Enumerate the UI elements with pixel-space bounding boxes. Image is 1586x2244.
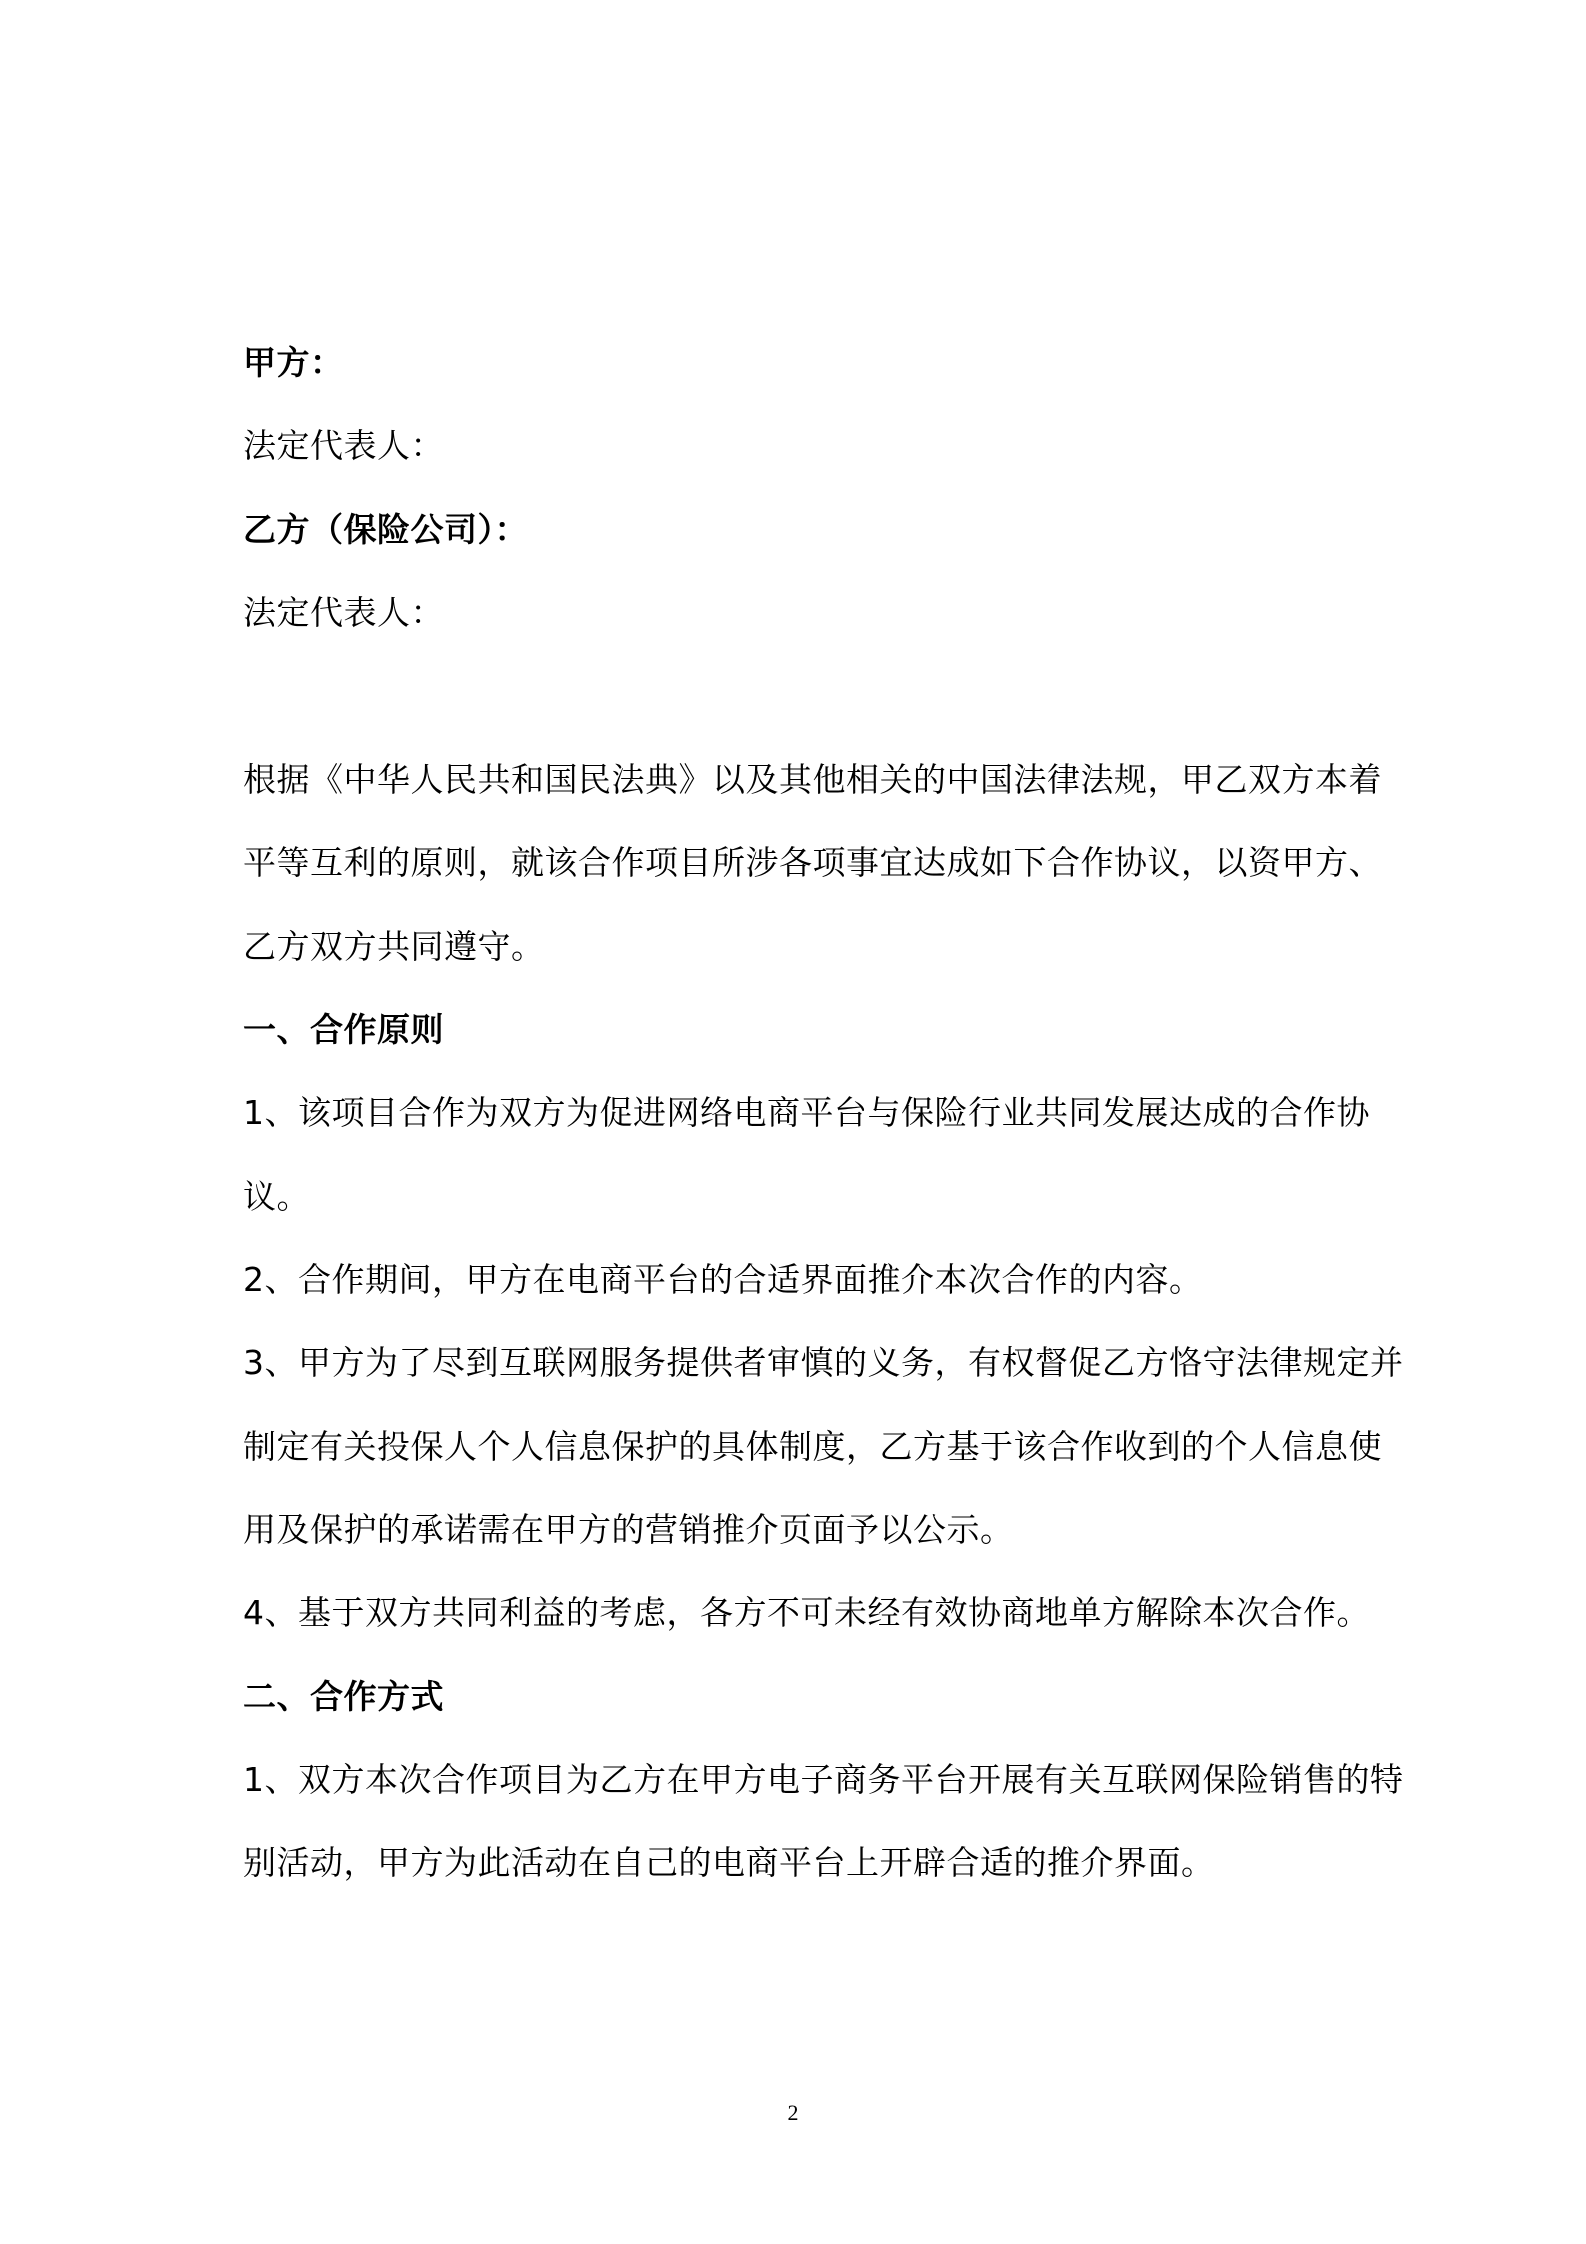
- section-2-item-1-line-2: 别活动，甲方为此活动在自己的电商平台上开辟合适的推介界面。: [243, 1843, 1215, 1882]
- section-1-heading: 一、合作原则: [243, 1010, 444, 1049]
- section-2-item-1-line-1: 1、双方本次合作项目为乙方在甲方电子商务平台开展有关互联网保险销售的特: [243, 1760, 1404, 1799]
- preamble-line-3: 乙方双方共同遵守。: [243, 927, 545, 966]
- preamble-line-1: 根据《中华人民共和国民法典》以及其他相关的中国法律法规，甲乙双方本着: [243, 760, 1382, 799]
- section-1-item-1-line-1: 1、该项目合作为双方为促进网络电商平台与保险行业共同发展达成的合作协: [243, 1093, 1370, 1132]
- section-1-item-4: 4、基于双方共同利益的考虑，各方不可未经有效协商地单方解除本次合作。: [243, 1593, 1370, 1632]
- section-2-heading: 二、合作方式: [243, 1677, 444, 1716]
- party-b-representative: 法定代表人：: [243, 593, 444, 632]
- section-1-item-3-line-3: 用及保护的承诺需在甲方的营销推介页面予以公示。: [243, 1510, 1014, 1549]
- party-a-label: 甲方：: [243, 343, 344, 382]
- section-1-item-3-line-1: 3、甲方为了尽到互联网服务提供者审慎的义务，有权督促乙方恪守法律规定并: [243, 1343, 1404, 1382]
- party-b-label: 乙方（保险公司）：: [243, 510, 528, 549]
- section-1-item-3-line-2: 制定有关投保人个人信息保护的具体制度，乙方基于该合作收到的个人信息使: [243, 1427, 1382, 1466]
- section-1-item-1-line-2: 议。: [243, 1177, 310, 1216]
- section-1-item-2: 2、合作期间，甲方在电商平台的合适界面推介本次合作的内容。: [243, 1260, 1203, 1299]
- party-a-representative: 法定代表人：: [243, 426, 444, 465]
- preamble-line-2: 平等互利的原则，就该合作项目所涉各项事宜达成如下合作协议，以资甲方、: [243, 843, 1382, 882]
- page-number: 2: [787, 2100, 799, 2125]
